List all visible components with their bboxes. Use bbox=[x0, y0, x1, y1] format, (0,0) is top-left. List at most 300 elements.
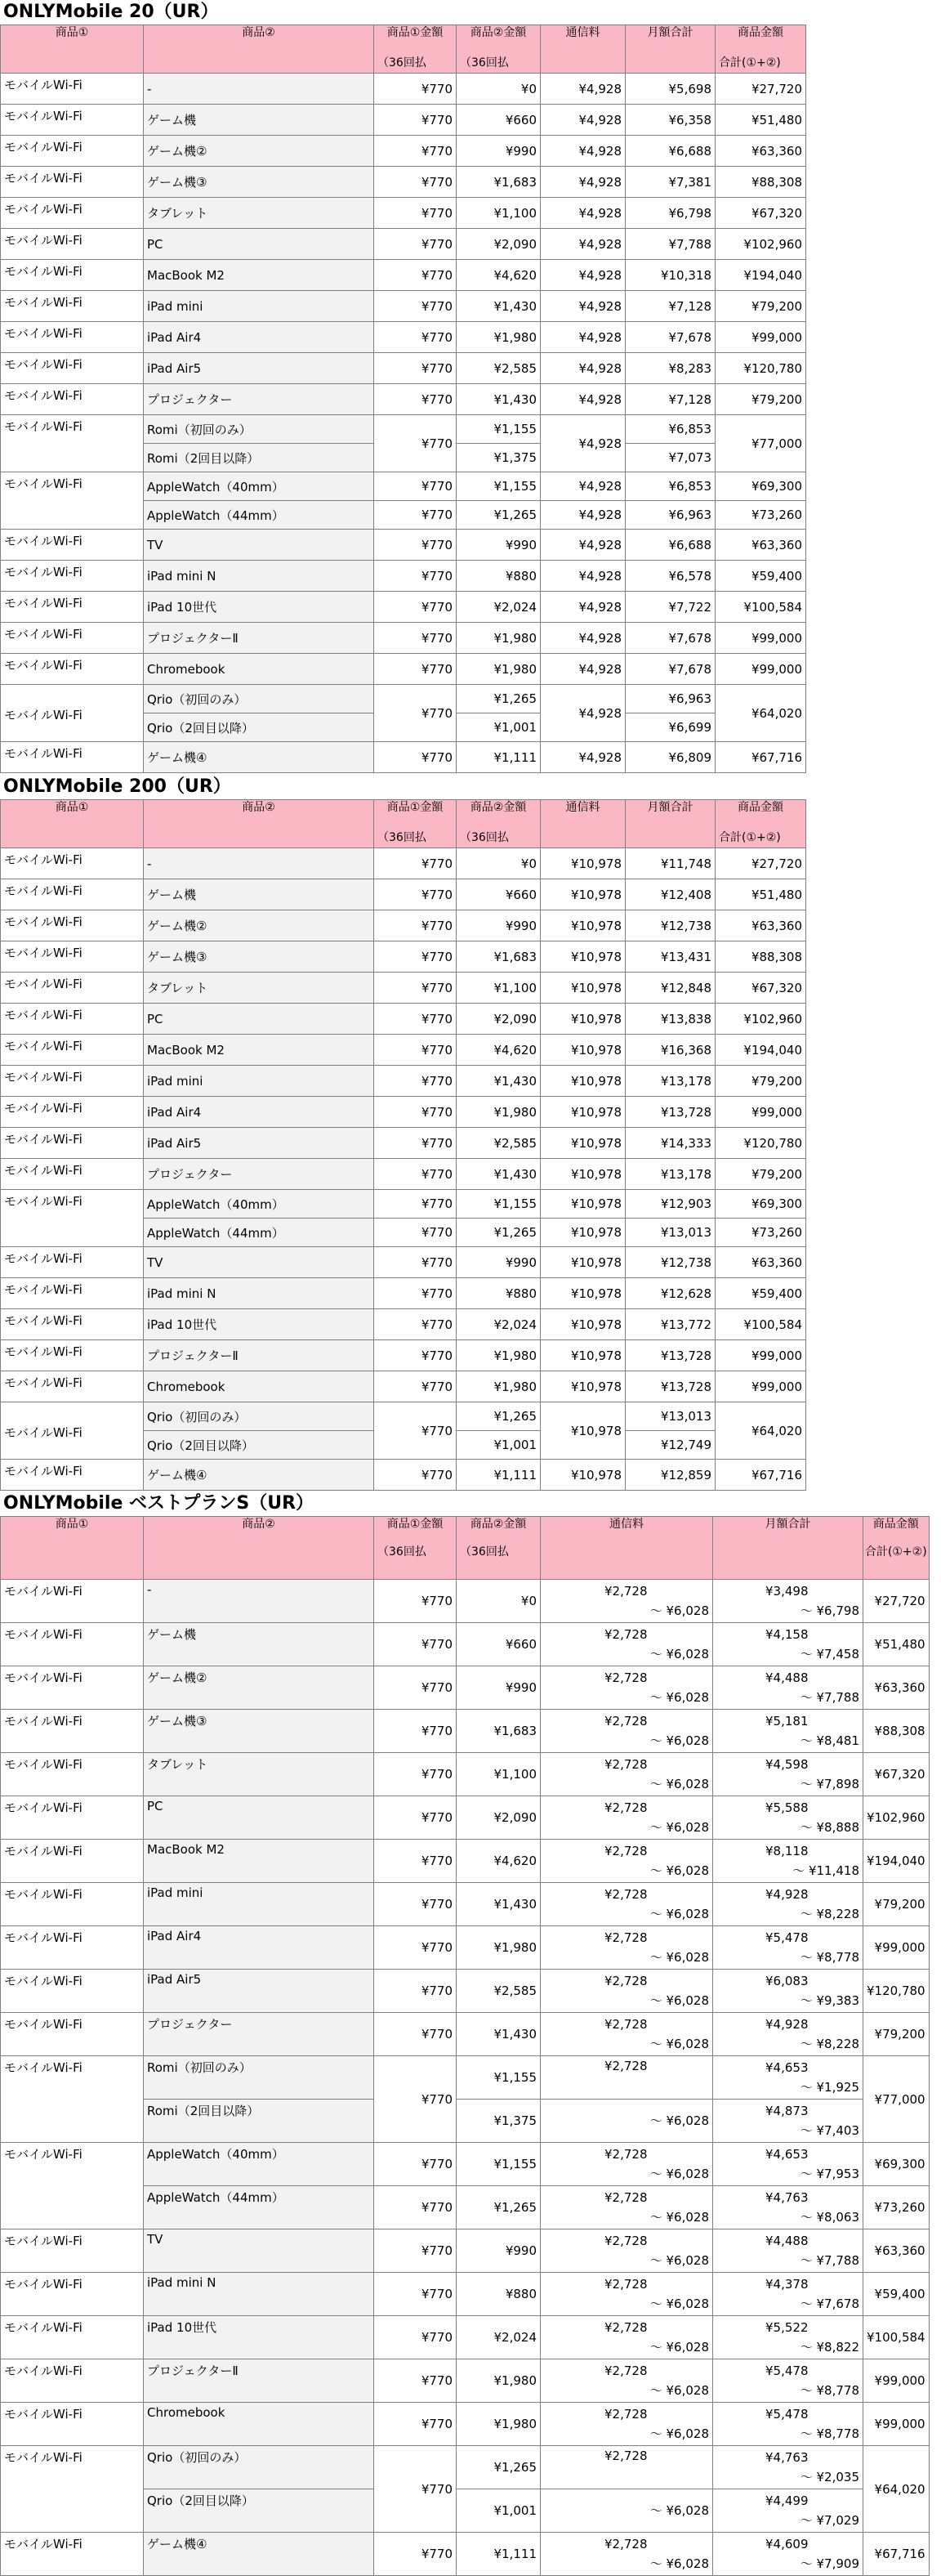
table-row bbox=[1, 623, 806, 654]
cell-price2: ¥2,090 bbox=[457, 229, 541, 260]
cell-price2: ¥1,430 bbox=[457, 1066, 541, 1097]
range-high: ～ ¥8,822 bbox=[800, 2340, 859, 2355]
cell-price1: ¥770 bbox=[374, 1219, 457, 1247]
range-low: ¥4,499 bbox=[765, 2493, 809, 2508]
cell-price1: ¥770 bbox=[374, 105, 457, 136]
cell-total: ¥100,584 bbox=[716, 592, 806, 623]
range-low: ¥8,118 bbox=[765, 1844, 809, 1858]
cell-comm bbox=[541, 2013, 713, 2056]
cell-item2: プロジェクターⅡ bbox=[144, 2359, 374, 2403]
cell-price2: ¥1,375 bbox=[457, 444, 541, 472]
cell-comm bbox=[541, 2403, 713, 2446]
cell-comm-high bbox=[541, 2100, 713, 2143]
cell-monthly bbox=[713, 2489, 863, 2533]
cell-price2: ¥1,980 bbox=[457, 654, 541, 685]
header-price1-sub: （36回払 bbox=[374, 1545, 457, 1580]
table-row bbox=[1, 1710, 930, 1753]
cell-comm bbox=[541, 2229, 713, 2273]
range-high: ～ ¥6,028 bbox=[649, 1820, 709, 1835]
cell-item1: モバイルWi-Fi bbox=[1, 1666, 144, 1710]
range-low: ¥2,728 bbox=[604, 2147, 648, 2162]
cell-price1: ¥770 bbox=[374, 1710, 457, 1753]
table-row bbox=[1, 167, 806, 198]
cell-price1: ¥770 bbox=[374, 1278, 457, 1309]
cell-item1: モバイルWi-Fi bbox=[1, 1623, 144, 1666]
cell-item2: AppleWatch（44mm） bbox=[144, 501, 374, 530]
cell-price2: ¥2,090 bbox=[457, 1796, 541, 1840]
cell-price2: ¥1,430 bbox=[457, 291, 541, 322]
cell-price1: ¥770 bbox=[374, 1097, 457, 1128]
cell-item2: プロジェクターⅡ bbox=[144, 1340, 374, 1371]
cell-price1: ¥770 bbox=[374, 592, 457, 623]
cell-price2: ¥1,100 bbox=[457, 973, 541, 1004]
range-high: ～ ¥6,028 bbox=[649, 2383, 709, 2398]
range-high: ～ ¥11,418 bbox=[792, 1863, 859, 1878]
table-row bbox=[1, 2446, 930, 2489]
cell-total: ¥120,780 bbox=[716, 1128, 806, 1159]
cell-item1: モバイルWi-Fi bbox=[1, 1128, 144, 1159]
cell-price1: ¥770 bbox=[374, 353, 457, 384]
cell-comm bbox=[541, 2273, 713, 2316]
cell-comm: ¥4,928 bbox=[541, 592, 626, 623]
cell-comm: ¥10,978 bbox=[541, 1066, 626, 1097]
cell-item1: モバイルWi-Fi bbox=[1, 1159, 144, 1190]
cell-price1: ¥770 bbox=[374, 742, 457, 773]
range-high: ～ ¥6,798 bbox=[800, 1603, 859, 1618]
range-high: ～ ¥6,028 bbox=[649, 2296, 709, 2311]
cell-price1: ¥770 bbox=[374, 1883, 457, 1926]
cell-comm-high bbox=[541, 2489, 713, 2533]
cell-price2: ¥880 bbox=[457, 2273, 541, 2316]
cell-price1: ¥770 bbox=[374, 848, 457, 879]
cell-price2: ¥1,980 bbox=[457, 2359, 541, 2403]
table-row bbox=[1, 291, 806, 322]
range-low: ¥2,728 bbox=[604, 2190, 648, 2205]
table-row bbox=[1, 1278, 806, 1309]
table-row bbox=[1, 1840, 930, 1883]
cell-item2: プロジェクターⅡ bbox=[144, 623, 374, 654]
price-table bbox=[0, 1516, 930, 2576]
table-row bbox=[1, 2316, 930, 2359]
cell-monthly bbox=[713, 2143, 863, 2186]
cell-monthly: ¥16,368 bbox=[626, 1035, 716, 1066]
cell-monthly: ¥12,859 bbox=[626, 1460, 716, 1491]
cell-item1: モバイルWi-Fi bbox=[1, 1402, 144, 1460]
cell-comm bbox=[541, 2359, 713, 2403]
cell-monthly: ¥6,963 bbox=[626, 501, 716, 530]
cell-comm: ¥4,928 bbox=[541, 198, 626, 229]
cell-item2: ゲーム機 bbox=[144, 879, 374, 910]
cell-item1: モバイルWi-Fi bbox=[1, 848, 144, 879]
cell-price1: ¥770 bbox=[374, 2143, 457, 2186]
cell-comm: ¥10,978 bbox=[541, 910, 626, 941]
cell-comm: ¥4,928 bbox=[541, 260, 626, 291]
range-low: ¥4,763 bbox=[765, 2190, 809, 2205]
cell-price1: ¥770 bbox=[374, 561, 457, 592]
range-high: ～ ¥6,028 bbox=[649, 1993, 709, 2008]
cell-total: ¥99,000 bbox=[863, 1926, 930, 1970]
cell-item1: モバイルWi-Fi bbox=[1, 136, 144, 167]
cell-total: ¥63,360 bbox=[716, 1247, 806, 1278]
cell-item2: iPad Air4 bbox=[144, 1926, 374, 1970]
table-row bbox=[1, 910, 806, 941]
table-row bbox=[1, 1970, 930, 2013]
cell-comm: ¥10,978 bbox=[541, 1004, 626, 1035]
header-total: 商品金額 bbox=[863, 1517, 930, 1545]
cell-comm: ¥10,978 bbox=[541, 848, 626, 879]
range-low: ¥2,728 bbox=[604, 2537, 648, 2551]
cell-item2: TV bbox=[144, 530, 374, 561]
cell-item2: ゲーム機③ bbox=[144, 941, 374, 973]
cell-item2: iPad mini bbox=[144, 291, 374, 322]
header-price1-sub: （36回払 bbox=[374, 828, 457, 848]
table-row bbox=[1, 384, 806, 415]
cell-price1: ¥770 bbox=[374, 74, 457, 105]
table-row bbox=[1, 1402, 806, 1431]
table-row bbox=[1, 530, 806, 561]
table-row bbox=[1, 1580, 930, 1623]
cell-item1: モバイルWi-Fi bbox=[1, 2143, 144, 2229]
range-low: ¥2,728 bbox=[604, 1627, 648, 1642]
cell-item2: ゲーム機③ bbox=[144, 1710, 374, 1753]
cell-price2: ¥660 bbox=[457, 1623, 541, 1666]
cell-item1: モバイルWi-Fi bbox=[1, 353, 144, 384]
table-row bbox=[1, 229, 806, 260]
range-low: ¥4,928 bbox=[765, 2017, 809, 2032]
cell-price1: ¥770 bbox=[374, 415, 457, 472]
cell-item2: プロジェクター bbox=[144, 2013, 374, 2056]
cell-comm: ¥10,978 bbox=[541, 1035, 626, 1066]
cell-total: ¥120,780 bbox=[863, 1970, 930, 2013]
cell-item1: モバイルWi-Fi bbox=[1, 1097, 144, 1128]
cell-price1: ¥770 bbox=[374, 879, 457, 910]
cell-price2: ¥2,024 bbox=[457, 1309, 541, 1340]
range-high: ～ ¥7,458 bbox=[800, 1647, 859, 1661]
cell-item2: Chromebook bbox=[144, 1371, 374, 1402]
range-low: ¥5,478 bbox=[765, 2364, 809, 2378]
cell-price1: ¥770 bbox=[374, 910, 457, 941]
cell-price1: ¥770 bbox=[374, 2229, 457, 2273]
plan-section-best-plan-s bbox=[0, 1491, 930, 2576]
table-header-row bbox=[1, 800, 806, 829]
cell-price2: ¥1,100 bbox=[457, 198, 541, 229]
range-low: ¥4,609 bbox=[765, 2537, 809, 2551]
cell-monthly: ¥12,738 bbox=[626, 910, 716, 941]
cell-item2: iPad 10世代 bbox=[144, 592, 374, 623]
header-price2: 商品②金額 bbox=[457, 800, 541, 829]
cell-monthly: ¥7,788 bbox=[626, 229, 716, 260]
range-high: ～ ¥7,788 bbox=[800, 2253, 859, 2268]
cell-item2: iPad Air4 bbox=[144, 1097, 374, 1128]
cell-item2: タブレット bbox=[144, 1753, 374, 1796]
cell-item1: モバイルWi-Fi bbox=[1, 1190, 144, 1247]
table-row bbox=[1, 1623, 930, 1666]
cell-item1: モバイルWi-Fi bbox=[1, 2056, 144, 2143]
cell-comm bbox=[541, 2143, 713, 2186]
cell-total: ¥99,000 bbox=[716, 322, 806, 353]
cell-price1: ¥770 bbox=[374, 2316, 457, 2359]
cell-total: ¥102,960 bbox=[716, 229, 806, 260]
cell-item1: モバイルWi-Fi bbox=[1, 1580, 144, 1623]
cell-price2: ¥0 bbox=[457, 74, 541, 105]
cell-total: ¥59,400 bbox=[716, 1278, 806, 1309]
cell-total: ¥100,584 bbox=[863, 2316, 930, 2359]
range-high: ～ ¥6,028 bbox=[649, 2556, 709, 2571]
range-high: ～ ¥8,778 bbox=[800, 1950, 859, 1965]
cell-item2: ゲーム機② bbox=[144, 136, 374, 167]
cell-item2: PC bbox=[144, 1004, 374, 1035]
cell-price2: ¥1,155 bbox=[457, 472, 541, 501]
range-low: ¥4,928 bbox=[765, 1887, 809, 1902]
cell-monthly: ¥13,838 bbox=[626, 1004, 716, 1035]
cell-item1: モバイルWi-Fi bbox=[1, 229, 144, 260]
cell-comm: ¥4,928 bbox=[541, 136, 626, 167]
cell-item2: iPad mini N bbox=[144, 561, 374, 592]
cell-monthly: ¥8,283 bbox=[626, 353, 716, 384]
cell-monthly bbox=[713, 2056, 863, 2100]
range-high: ～ ¥6,028 bbox=[649, 2210, 709, 2225]
cell-item2: Qrio（初回のみ） bbox=[144, 2446, 374, 2489]
range-high: ～ ¥7,788 bbox=[800, 1690, 859, 1705]
range-high: ～ ¥6,028 bbox=[649, 1950, 709, 1965]
table-row bbox=[1, 848, 806, 879]
table-row bbox=[1, 136, 806, 167]
header-total: 商品金額 bbox=[716, 800, 806, 829]
cell-item1: モバイルWi-Fi bbox=[1, 2533, 144, 2576]
cell-monthly: ¥13,013 bbox=[626, 1402, 716, 1431]
cell-monthly: ¥13,431 bbox=[626, 941, 716, 973]
price-table bbox=[0, 25, 806, 773]
range-low: ¥2,728 bbox=[604, 1930, 648, 1945]
cell-item2: - bbox=[144, 1580, 374, 1623]
cell-comm: ¥4,928 bbox=[541, 322, 626, 353]
cell-item2: - bbox=[144, 74, 374, 105]
cell-price1: ¥770 bbox=[374, 623, 457, 654]
table-row bbox=[1, 561, 806, 592]
range-high: ～ ¥8,228 bbox=[800, 1907, 859, 1921]
cell-total: ¥77,000 bbox=[863, 2056, 930, 2143]
cell-monthly: ¥6,578 bbox=[626, 561, 716, 592]
cell-item2: タブレット bbox=[144, 973, 374, 1004]
table-row bbox=[1, 1883, 930, 1926]
cell-price2: ¥1,155 bbox=[457, 415, 541, 444]
cell-item1: モバイルWi-Fi bbox=[1, 415, 144, 472]
cell-monthly bbox=[713, 1840, 863, 1883]
cell-monthly: ¥6,809 bbox=[626, 742, 716, 773]
table-row bbox=[1, 322, 806, 353]
cell-comm bbox=[541, 1753, 713, 1796]
range-low: ¥2,728 bbox=[604, 1974, 648, 1988]
cell-monthly: ¥6,699 bbox=[626, 713, 716, 742]
cell-total: ¥99,000 bbox=[716, 1340, 806, 1371]
cell-item1: モバイルWi-Fi bbox=[1, 1970, 144, 2013]
cell-total: ¥102,960 bbox=[716, 1004, 806, 1035]
range-low: ¥2,728 bbox=[604, 2320, 648, 2335]
cell-item2: - bbox=[144, 848, 374, 879]
cell-item1: モバイルWi-Fi bbox=[1, 1883, 144, 1926]
cell-price1: ¥770 bbox=[374, 1159, 457, 1190]
cell-monthly: ¥13,178 bbox=[626, 1066, 716, 1097]
cell-item1: モバイルWi-Fi bbox=[1, 1247, 144, 1278]
header-item2: 商品② bbox=[144, 1517, 374, 1580]
cell-total: ¥73,260 bbox=[863, 2186, 930, 2229]
cell-price2: ¥2,585 bbox=[457, 1970, 541, 2013]
cell-price1: ¥770 bbox=[374, 167, 457, 198]
table-row bbox=[1, 742, 806, 773]
cell-total: ¥69,300 bbox=[863, 2143, 930, 2186]
table-row bbox=[1, 2359, 930, 2403]
table-row bbox=[1, 415, 806, 444]
section-title: ONLYMobile 20（UR） bbox=[3, 2, 219, 22]
table-row bbox=[1, 198, 806, 229]
cell-price1: ¥770 bbox=[374, 1004, 457, 1035]
cell-comm: ¥4,928 bbox=[541, 291, 626, 322]
cell-price1: ¥770 bbox=[374, 685, 457, 742]
cell-item1: モバイルWi-Fi bbox=[1, 1066, 144, 1097]
table-row bbox=[1, 1097, 806, 1128]
cell-monthly: ¥7,678 bbox=[626, 623, 716, 654]
cell-item1: モバイルWi-Fi bbox=[1, 1710, 144, 1753]
cell-total: ¥63,360 bbox=[716, 136, 806, 167]
cell-monthly bbox=[713, 1710, 863, 1753]
range-high: ～ ¥6,028 bbox=[649, 2253, 709, 2268]
cell-price2: ¥2,024 bbox=[457, 2316, 541, 2359]
table-row bbox=[1, 105, 806, 136]
range-low: ¥2,728 bbox=[604, 1757, 648, 1772]
range-low: ¥2,728 bbox=[604, 2407, 648, 2422]
range-high: ～ ¥6,028 bbox=[649, 2426, 709, 2441]
cell-item1: モバイルWi-Fi bbox=[1, 1753, 144, 1796]
cell-item1: モバイルWi-Fi bbox=[1, 384, 144, 415]
range-low: ¥2,728 bbox=[604, 2059, 648, 2073]
cell-price2: ¥1,111 bbox=[457, 2533, 541, 2576]
cell-price2: ¥1,155 bbox=[457, 2056, 541, 2100]
cell-total: ¥73,260 bbox=[716, 1219, 806, 1247]
table-row bbox=[1, 353, 806, 384]
header-price2-sub: （36回払 bbox=[457, 828, 541, 848]
cell-price1: ¥770 bbox=[374, 198, 457, 229]
table-row bbox=[1, 1247, 806, 1278]
cell-item1: モバイルWi-Fi bbox=[1, 2273, 144, 2316]
cell-monthly: ¥10,318 bbox=[626, 260, 716, 291]
header-price2: 商品②金額 bbox=[457, 25, 541, 54]
cell-comm: ¥4,928 bbox=[541, 530, 626, 561]
cell-price1: ¥770 bbox=[374, 2533, 457, 2576]
cell-price2: ¥1,980 bbox=[457, 1097, 541, 1128]
table-row bbox=[1, 1190, 806, 1219]
header-comm: 通信料 bbox=[541, 1517, 713, 1580]
header-item2: 商品② bbox=[144, 25, 374, 74]
cell-price1: ¥770 bbox=[374, 2056, 457, 2143]
cell-price2: ¥1,980 bbox=[457, 322, 541, 353]
cell-comm: ¥10,978 bbox=[541, 1460, 626, 1491]
table-row bbox=[1, 973, 806, 1004]
cell-price2: ¥1,980 bbox=[457, 1926, 541, 1970]
cell-total: ¥67,320 bbox=[716, 198, 806, 229]
range-low: ¥4,488 bbox=[765, 1670, 809, 1685]
range-high: ～ ¥9,383 bbox=[800, 1993, 859, 2008]
cell-item2: TV bbox=[144, 1247, 374, 1278]
header-item2: 商品② bbox=[144, 800, 374, 848]
cell-monthly: ¥12,749 bbox=[626, 1431, 716, 1460]
range-low: ¥2,728 bbox=[604, 1584, 648, 1599]
table-row bbox=[1, 1128, 806, 1159]
cell-monthly bbox=[713, 2186, 863, 2229]
range-low: ¥4,378 bbox=[765, 2277, 809, 2292]
cell-monthly bbox=[713, 2359, 863, 2403]
cell-total: ¥27,720 bbox=[863, 1580, 930, 1623]
cell-item2: iPad Air4 bbox=[144, 322, 374, 353]
cell-monthly bbox=[713, 2446, 863, 2489]
header-price1-sub: （36回払 bbox=[374, 53, 457, 74]
cell-price2: ¥1,375 bbox=[457, 2100, 541, 2143]
cell-monthly bbox=[713, 1926, 863, 1970]
cell-price1: ¥770 bbox=[374, 941, 457, 973]
cell-price1: ¥770 bbox=[374, 229, 457, 260]
table-row bbox=[1, 654, 806, 685]
cell-price2: ¥1,683 bbox=[457, 1710, 541, 1753]
table-row bbox=[1, 1066, 806, 1097]
cell-price1: ¥770 bbox=[374, 1128, 457, 1159]
cell-monthly: ¥11,748 bbox=[626, 848, 716, 879]
cell-price2: ¥1,683 bbox=[457, 941, 541, 973]
cell-price1: ¥770 bbox=[374, 136, 457, 167]
cell-item2: PC bbox=[144, 1796, 374, 1840]
cell-monthly bbox=[713, 1580, 863, 1623]
cell-total: ¥67,716 bbox=[716, 742, 806, 773]
table-header-row bbox=[1, 1517, 930, 1545]
cell-monthly bbox=[713, 1796, 863, 1840]
cell-item2: ゲーム機③ bbox=[144, 167, 374, 198]
cell-item1: モバイルWi-Fi bbox=[1, 167, 144, 198]
cell-item2: iPad 10世代 bbox=[144, 2316, 374, 2359]
cell-price2: ¥4,620 bbox=[457, 260, 541, 291]
cell-total: ¥63,360 bbox=[716, 530, 806, 561]
cell-comm bbox=[541, 1970, 713, 2013]
cell-monthly: ¥7,073 bbox=[626, 444, 716, 472]
header-total-sub: 合計(①+②) bbox=[716, 828, 806, 848]
table-row bbox=[1, 592, 806, 623]
cell-price2: ¥990 bbox=[457, 1666, 541, 1710]
cell-price2: ¥1,980 bbox=[457, 1340, 541, 1371]
range-high: ～ ¥6,028 bbox=[649, 1777, 709, 1791]
table-row bbox=[1, 1159, 806, 1190]
header-price1: 商品①金額 bbox=[374, 25, 457, 54]
cell-comm: ¥4,928 bbox=[541, 105, 626, 136]
cell-price2: ¥1,155 bbox=[457, 1190, 541, 1219]
cell-item2: MacBook M2 bbox=[144, 260, 374, 291]
cell-monthly: ¥7,678 bbox=[626, 654, 716, 685]
table-body bbox=[1, 848, 806, 1491]
table-row bbox=[1, 472, 806, 501]
cell-monthly: ¥6,798 bbox=[626, 198, 716, 229]
cell-comm: ¥10,978 bbox=[541, 879, 626, 910]
cell-item2: Chromebook bbox=[144, 654, 374, 685]
cell-comm: ¥4,928 bbox=[541, 623, 626, 654]
range-low: ¥5,181 bbox=[765, 1714, 809, 1729]
range-low: ¥5,522 bbox=[765, 2320, 809, 2335]
range-low: ¥2,728 bbox=[604, 1800, 648, 1815]
table-row bbox=[1, 2013, 930, 2056]
range-low: ¥5,478 bbox=[765, 2407, 809, 2422]
cell-comm: ¥4,928 bbox=[541, 74, 626, 105]
cell-monthly: ¥7,678 bbox=[626, 322, 716, 353]
range-high: ～ ¥8,063 bbox=[800, 2210, 859, 2225]
cell-item1: モバイルWi-Fi bbox=[1, 1371, 144, 1402]
cell-price2: ¥990 bbox=[457, 2229, 541, 2273]
cell-monthly: ¥7,722 bbox=[626, 592, 716, 623]
range-low: ¥4,158 bbox=[765, 1627, 809, 1642]
